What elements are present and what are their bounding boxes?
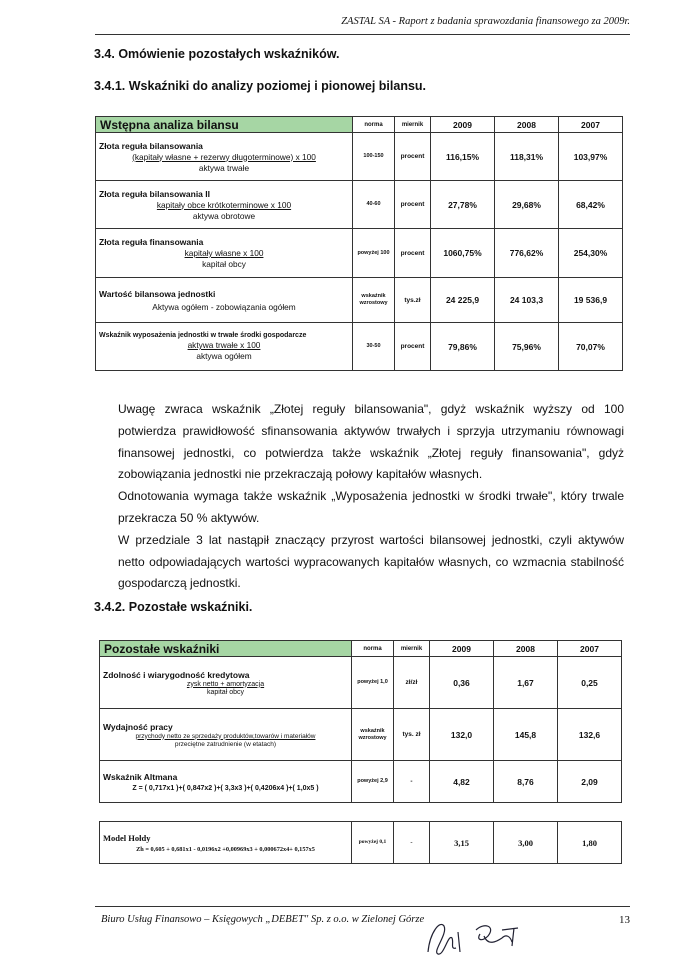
value-2007: 19 536,9	[559, 278, 623, 323]
value-2009: 132,0	[430, 709, 494, 761]
value-2009: 1060,75%	[431, 229, 495, 278]
column-header-2009: 2009	[431, 117, 495, 133]
balance-analysis-table	[95, 116, 623, 371]
column-header-2009: 2009	[430, 641, 494, 657]
paragraph: W przedziale 3 lat nastąpił znaczący przyrost wartości bilansowej jednostki, czyli aktywów netto odpowiadających wartości wypracowanych kapitałów własnych, co wzmacnia stabilność gospodarczą jednostki.	[118, 532, 624, 591]
miernik-value: zł/zł	[394, 657, 430, 709]
table-title: Wstępna analiza bilansu	[96, 117, 353, 133]
miernik-value: -	[394, 761, 430, 803]
running-title: ZASTAL SA - Raport z badania sprawozdania finansowego za 2009r.	[341, 16, 630, 27]
holda-model-table	[99, 821, 622, 864]
formula-denominator: kapitał obcy	[207, 688, 244, 696]
column-header-miernik: miernik	[394, 641, 430, 657]
footer-company: Biuro Usług Finansowo – Księgowych „DEBET" Sp. z o.o. w Zielonej Górze	[101, 914, 425, 925]
table-header-row	[100, 641, 622, 657]
miernik-value: procent	[395, 181, 431, 229]
norma-value: 40-60	[353, 181, 395, 229]
table-row	[100, 761, 622, 803]
norma-value: 100-150	[353, 133, 395, 181]
table-row	[96, 323, 623, 371]
table-row	[96, 229, 623, 278]
indicator-cell	[96, 181, 353, 229]
page-footer	[95, 906, 630, 937]
subsection-title-1: 3.4.1. Wskaźniki do analizy poziomej i pionowej bilansu.	[94, 79, 427, 93]
column-header-2008: 2008	[494, 641, 558, 657]
formula-numerator: aktywa trwałe x 100	[187, 340, 261, 350]
indicator-cell	[100, 657, 352, 709]
handwritten-signature	[418, 912, 538, 964]
formula-denominator: aktywa ogółem	[196, 351, 252, 361]
norma-value: 30-50	[353, 323, 395, 371]
table-row	[96, 133, 623, 181]
norma-value: wskaźnik wzrostowy	[352, 709, 394, 761]
column-header-miernik: miernik	[395, 117, 431, 133]
value-2007: 132,6	[558, 709, 622, 761]
indicator-cell	[96, 278, 353, 323]
indicator-cell	[100, 709, 352, 761]
norma-value: powyżej 100	[353, 229, 395, 278]
column-header-norma: norma	[353, 117, 395, 133]
miernik-value: procent	[395, 323, 431, 371]
value-2008: 3,00	[494, 822, 558, 864]
miernik-value: -	[394, 822, 430, 864]
value-2007: 70,07%	[559, 323, 623, 371]
paragraph: Odnotowania wymaga także wskaźnik „Wyposażenia jednostki w środki trwałe", który trwale przekracza 50 % aktywów.	[118, 489, 624, 525]
norma-value: wskaźnik wzrostowy	[353, 278, 395, 323]
value-2009: 0,36	[430, 657, 494, 709]
table-row	[96, 278, 623, 323]
value-2007: 254,30%	[559, 229, 623, 278]
indicator-title: Zdolność i wiarygodność kredytowa	[103, 669, 250, 680]
subsection-title-2: 3.4.2. Pozostałe wskaźniki.	[94, 600, 253, 614]
value-2008: 29,68%	[495, 181, 559, 229]
value-2008: 8,76	[494, 761, 558, 803]
value-2009: 4,82	[430, 761, 494, 803]
indicator-cell	[96, 133, 353, 181]
formula-numerator: zysk netto + amortyzacja	[186, 680, 265, 688]
value-2007: 1,80	[558, 822, 622, 864]
value-2009: 24 225,9	[431, 278, 495, 323]
formula-text: Aktywa ogółem - zobowiązania ogółem	[152, 301, 296, 312]
indicator-title: Model Hołdy	[103, 832, 151, 843]
value-2009: 116,15%	[431, 133, 495, 181]
value-2008: 75,96%	[495, 323, 559, 371]
indicator-cell	[96, 323, 353, 371]
formula-text: Z = ( 0,717x1 )+( 0,847x2 )+( 3,3x3 )+( 0,4206x4 )+( 1,0x5 )	[132, 784, 319, 792]
miernik-value: tys. zł	[394, 709, 430, 761]
column-header-2008: 2008	[495, 117, 559, 133]
column-header-2007: 2007	[558, 641, 622, 657]
value-2008: 776,62%	[495, 229, 559, 278]
page-number: 13	[619, 914, 630, 926]
indicator-title: Złota reguła finansowania	[99, 237, 204, 247]
page-header	[95, 12, 630, 35]
table-title: Pozostałe wskaźniki	[100, 641, 352, 657]
indicator-title: Wskaźnik Altmana	[103, 771, 178, 782]
formula-numerator: kapitały obce krótkoterminowe x 100	[156, 199, 292, 210]
column-header-norma: norma	[352, 641, 394, 657]
column-header-2007: 2007	[559, 117, 623, 133]
table-row	[100, 657, 622, 709]
table-row	[100, 822, 622, 864]
value-2008: 145,8	[494, 709, 558, 761]
indicator-title: Wskaźnik wyposażenia jednostki w trwałe środki gospodarcze	[99, 332, 307, 339]
indicator-cell	[100, 822, 352, 864]
value-2008: 118,31%	[495, 133, 559, 181]
indicator-title: Wydajność pracy	[103, 721, 173, 732]
formula-denominator: przeciętne zatrudnienie (w etatach)	[174, 740, 277, 748]
indicator-title: Złota reguła bilansowania	[99, 140, 203, 151]
value-2007: 68,42%	[559, 181, 623, 229]
norma-value: powyżej 1,0	[352, 657, 394, 709]
formula-denominator: aktywa obrotowe	[192, 210, 256, 221]
miernik-value: procent	[395, 133, 431, 181]
miernik-value: procent	[395, 229, 431, 278]
indicator-cell	[100, 761, 352, 803]
value-2009: 3,15	[430, 822, 494, 864]
formula-text: Zh = 0,605 + 0,681x1 - 0,0196x2 +0,00969x3 + 0,000672x4+ 0,157x5	[136, 845, 315, 853]
indicator-title: Złota reguła bilansowania II	[99, 188, 210, 199]
value-2009: 79,86%	[431, 323, 495, 371]
value-2008: 1,67	[494, 657, 558, 709]
formula-denominator: kapitał obcy	[202, 259, 246, 269]
section-title: 3.4. Omówienie pozostałych wskaźników.	[94, 47, 340, 61]
value-2009: 27,78%	[431, 181, 495, 229]
value-2007: 103,97%	[559, 133, 623, 181]
formula-numerator: przychody netto ze sprzedaży produktów,towarów i materiałów	[135, 732, 316, 740]
norma-value: powyżej 0,1	[352, 822, 394, 864]
value-2008: 24 103,3	[495, 278, 559, 323]
commentary	[118, 399, 624, 595]
value-2007: 2,09	[558, 761, 622, 803]
table-header-row	[96, 117, 623, 133]
norma-value: powyżej 2,9	[352, 761, 394, 803]
formula-numerator: (kapitały własne + rezerwy długoterminowe) x 100	[132, 151, 316, 162]
miernik-value: tys.zł	[395, 278, 431, 323]
formula-numerator: kapitały własne x 100	[184, 248, 264, 258]
formula-denominator: aktywa trwałe	[198, 162, 250, 173]
other-indicators-table	[99, 640, 622, 803]
indicator-title: Wartość bilansowa jednostki	[99, 288, 216, 299]
table-row	[100, 709, 622, 761]
table-row	[96, 181, 623, 229]
paragraph: Uwagę zwraca wskaźnik „Złotej reguły bilansowania", gdyż wskaźnik wyższy od 100 potwierdza prawidłowość sfinansowania aktywów trwałych i sprzyja utrzymaniu równowagi finansowej jednostki, co potwierdza także wskaźnik „Złotej reguły finansowania", gdyż zobowiązania jednostki nie przekraczają połowy kapitałów własnych.	[118, 402, 624, 482]
value-2007: 0,25	[558, 657, 622, 709]
indicator-cell	[96, 229, 353, 278]
